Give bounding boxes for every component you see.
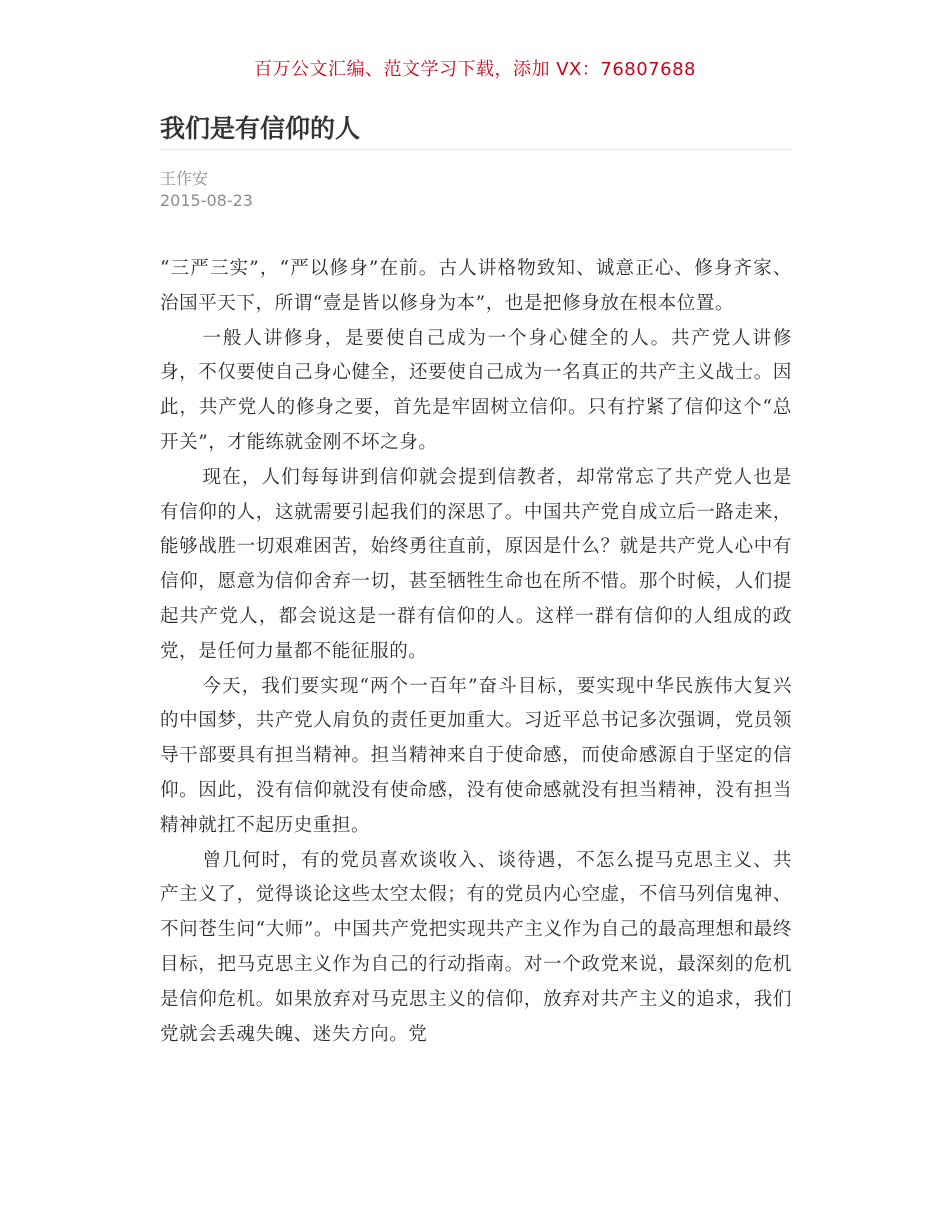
article-author: 王作安 [160, 169, 209, 188]
article [160, 115, 792, 1052]
article-title: 我们是有信仰的人 [160, 115, 792, 150]
paragraph-3: 现在，人们每每讲到信仰就会提到信教者，却常常忘了共产党人也是有信仰的人，这就需要引起我们的深思了。中国共产党自成立后一路走来，能够战胜一切艰难困苦，始终勇往直前，原因是什么？就是共产党人心中有信仰，愿意为信仰舍弃一切，甚至牺牲生命也在所不惜。那个时候，人们提起共产党人，都会说这是一群有信仰的人。这样一群有信仰的人组成的政党，是任何力量都不能征服的。 [160, 466, 792, 662]
paragraph-2: 一般人讲修身，是要使自己成为一个身心健全的人。共产党人讲修身，不仅要使自己身心健全，还要使自己成为一名真正的共产主义战士。因此，共产党人的修身之要，首先是牢固树立信仰。只有拧紧了信仰这个“总开关”，才能练就金刚不坏之身。 [160, 327, 792, 453]
article-date: 2015-08-23 [160, 191, 253, 210]
paragraph-5: 曾几何时，有的党员喜欢谈收入、谈待遇，不怎么提马克思主义、共产主义了，觉得谈论这些太空太假；有的党员内心空虚，不信马列信鬼神、不问苍生问“大师”。中国共产党把实现共产主义作为自己的最高理想和最终目标，把马克思主义作为自己的行动指南。对一个政党来说，最深刻的危机是信仰危机。如果放弃对马克思主义的信仰，放弃对共产主义的追求，我们党就会丢魂失魄、迷失方向。党 [160, 849, 792, 1045]
paragraph-4: 今天，我们要实现“两个一百年”奋斗目标，要实现中华民族伟大复兴的中国梦，共产党人肩负的责任更加重大。习近平总书记多次强调，党员领导干部要具有担当精神。担当精神来自于使命感，而使命感源自于坚定的信仰。因此，没有信仰就没有使命感，没有使命感就没有担当精神，没有担当精神就扛不起历史重担。 [160, 675, 792, 836]
paragraph-1: “三严三实”，“严以修身”在前。古人讲格物致知、诚意正心、修身齐家、治国平天下，所谓“壹是皆以修身为本”，也是把修身放在根本位置。 [160, 258, 792, 314]
watermark-banner: 百万公文汇编、范文学习下载，添加 VX：76807688 [254, 59, 696, 80]
article-body [160, 252, 792, 1052]
article-meta [160, 168, 792, 212]
